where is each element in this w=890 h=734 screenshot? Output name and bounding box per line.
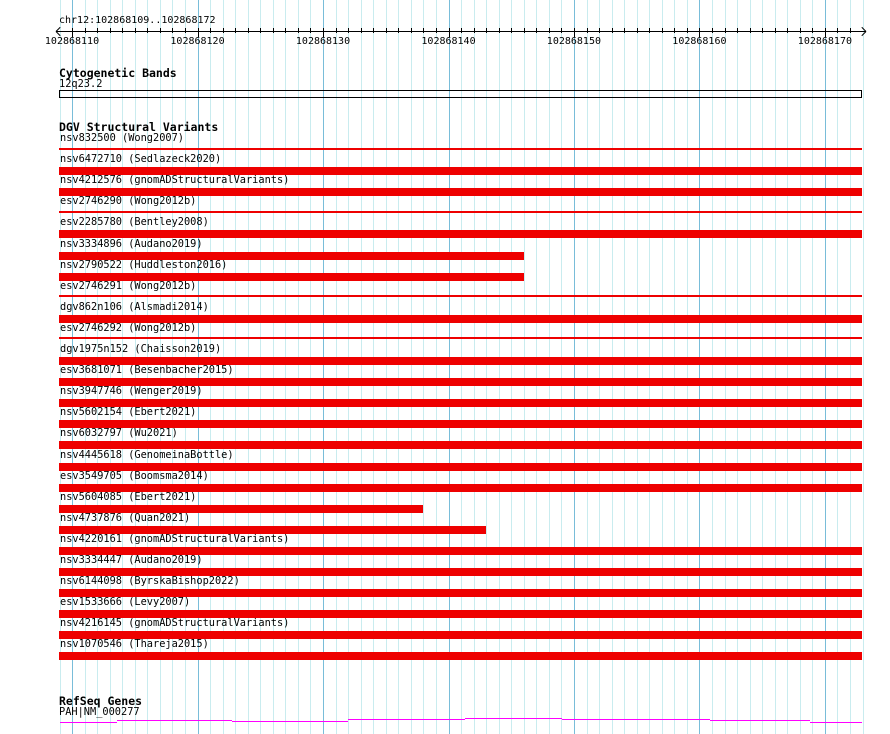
variant-label[interactable]: esv2285780 (Bentley2008) — [60, 216, 209, 229]
grid-line-minor — [850, 0, 851, 734]
gene-line-segment[interactable] — [60, 722, 117, 723]
variant-label[interactable]: esv1533666 (Levy2007) — [60, 596, 191, 609]
ruler-tick-minor — [248, 28, 249, 33]
variant-label[interactable]: nsv4216145 (gnomADStructuralVariants) — [60, 617, 290, 630]
ruler-tick-minor — [298, 28, 299, 33]
grid-line-minor — [398, 0, 399, 734]
gene-line-segment[interactable] — [117, 720, 232, 721]
ruler-tick-minor — [750, 28, 751, 33]
gene-line-segment[interactable] — [810, 722, 862, 723]
variant-line[interactable] — [59, 295, 862, 297]
grid-line-minor — [737, 0, 738, 734]
variant-label[interactable]: nsv4220161 (gnomADStructuralVariants) — [60, 532, 290, 545]
variant-label[interactable]: nsv6144098 (ByrskaBishop2022) — [60, 575, 240, 588]
grid-line-minor — [649, 0, 650, 734]
ruler-tick-minor — [536, 28, 537, 33]
variant-label[interactable]: nsv5602154 (Ebert2021) — [60, 406, 197, 419]
variant-bar[interactable] — [59, 420, 862, 428]
region-title: chr12:102868109..102868172 — [59, 15, 216, 26]
variant-label[interactable]: nsv6472710 (Sedlazeck2020) — [60, 153, 222, 166]
track-header-dgv-structural-variants: DGV Structural Variants — [59, 120, 219, 134]
cytoband-box[interactable] — [59, 90, 862, 98]
ruler-tick-minor — [787, 28, 788, 33]
ruler-tick-minor — [762, 28, 763, 33]
variant-label[interactable]: nsv5604085 (Ebert2021) — [60, 490, 197, 503]
ruler-tick-minor — [436, 28, 437, 33]
grid-line-minor — [524, 0, 525, 734]
ruler-tick-minor — [147, 28, 148, 33]
ruler-tick-minor — [549, 28, 550, 33]
ruler-tick-minor — [499, 28, 500, 33]
ruler-tick-minor — [310, 28, 311, 33]
gene-line-segment[interactable] — [562, 719, 710, 720]
grid-line-major — [323, 0, 324, 734]
ruler-tick-minor — [674, 28, 675, 33]
grid-line-minor — [298, 0, 299, 734]
grid-line-minor — [423, 0, 424, 734]
gene-line-segment[interactable] — [465, 718, 562, 719]
grid-line-minor — [687, 0, 688, 734]
grid-line-major — [699, 0, 700, 734]
grid-line-minor — [411, 0, 412, 734]
ruler-tick-minor — [800, 28, 801, 33]
ruler-tick-minor — [260, 28, 261, 33]
grid-line-minor — [787, 0, 788, 734]
grid-line-minor — [310, 0, 311, 734]
variant-label[interactable]: dgv1975n152 (Chaisson2019) — [60, 343, 222, 355]
grid-line-minor — [637, 0, 638, 734]
grid-line-minor — [837, 0, 838, 734]
grid-line-minor — [461, 0, 462, 734]
cytoband-label[interactable]: 12q23.2 — [59, 78, 103, 90]
grid-line-minor — [486, 0, 487, 734]
grid-line-minor — [775, 0, 776, 734]
grid-line-minor — [587, 0, 588, 734]
ruler-tick-minor — [160, 28, 161, 33]
ruler-tick-minor — [511, 28, 512, 33]
variant-label[interactable]: nsv832500 (Wong2007) — [60, 132, 184, 144]
ruler-tick-minor — [812, 28, 813, 33]
ruler-tick-minor — [110, 28, 111, 33]
ruler-tick-label: 102868120 — [170, 36, 225, 47]
variant-label[interactable]: esv3681071 (Besenbacher2015) — [60, 364, 234, 377]
variant-label[interactable]: esv2746291 (Wong2012b) — [60, 279, 197, 292]
grid-line-minor — [361, 0, 362, 734]
grid-line-minor — [549, 0, 550, 734]
grid-line-minor — [863, 0, 864, 734]
ruler-tick-minor — [612, 28, 613, 33]
grid-line-minor — [348, 0, 349, 734]
ruler-tick-label: 102868170 — [797, 36, 852, 47]
variant-label[interactable]: nsv3334447 (Audano2019) — [60, 554, 203, 566]
ruler-tick-minor — [336, 28, 337, 33]
ruler-tick-minor — [361, 28, 362, 33]
ruler-tick-minor — [725, 28, 726, 33]
grid-line-minor — [474, 0, 475, 734]
ruler-tick-minor — [235, 28, 236, 33]
ruler-tick-minor — [185, 28, 186, 33]
ruler-tick-label: 102868160 — [672, 36, 727, 47]
ruler-tick-minor — [210, 28, 211, 33]
ruler-tick-minor — [474, 28, 475, 33]
ruler-tick-minor — [122, 28, 123, 33]
ruler-tick-minor — [97, 28, 98, 33]
ruler-tick-minor — [85, 28, 86, 33]
variant-label[interactable]: esv2746290 (Wong2012b) — [60, 195, 197, 208]
variant-label[interactable]: esv3549705 (Boomsma2014) — [60, 469, 209, 482]
variant-label[interactable]: esv2746292 (Wong2012b) — [60, 321, 197, 334]
ruler-tick-minor — [561, 28, 562, 33]
ruler-tick-minor — [411, 28, 412, 33]
ruler-tick-minor — [712, 28, 713, 33]
ruler-tick-minor — [223, 28, 224, 33]
grid-line-minor — [800, 0, 801, 734]
grid-line-major — [449, 0, 450, 734]
grid-line-minor — [674, 0, 675, 734]
ruler-tick-minor — [687, 28, 688, 33]
variant-label[interactable]: nsv2790522 (Huddleston2016) — [60, 258, 228, 271]
ruler-tick-minor — [423, 28, 424, 33]
grid-line-minor — [373, 0, 374, 734]
grid-line-minor — [612, 0, 613, 734]
variant-line[interactable] — [59, 337, 862, 339]
grid-line-major — [574, 0, 575, 734]
ruler-tick-label: 102868150 — [546, 36, 601, 47]
variant-label[interactable]: nsv1070546 (Thareja2015) — [60, 638, 209, 651]
grid-line-minor — [499, 0, 500, 734]
grid-line-minor — [725, 0, 726, 734]
grid-line-minor — [336, 0, 337, 734]
track-header-refseq-genes: RefSeq Genes — [59, 694, 143, 708]
variant-line[interactable] — [59, 211, 862, 213]
variant-label[interactable]: nsv4212576 (gnomADStructuralVariants) — [60, 174, 290, 187]
grid-line-minor — [624, 0, 625, 734]
ruler-tick-minor — [775, 28, 776, 33]
grid-line-minor — [436, 0, 437, 734]
variant-label[interactable]: dgv862n106 (Alsmadi2014) — [60, 300, 209, 313]
gene-line-segment[interactable] — [232, 721, 348, 722]
ruler-tick-minor — [348, 28, 349, 33]
gene-line-segment[interactable] — [710, 720, 810, 721]
variant-label[interactable]: nsv4445618 (GenomeinaBottle) — [60, 448, 234, 461]
variant-label[interactable]: nsv3334896 (Audano2019) — [60, 237, 203, 250]
track-header-cytogenetic-bands: Cytogenetic Bands — [59, 66, 177, 80]
ruler-tick-minor — [172, 28, 173, 33]
variant-line[interactable] — [59, 148, 862, 150]
variant-bar[interactable] — [59, 652, 862, 660]
ruler-tick-minor — [850, 28, 851, 33]
ruler-tick-minor — [285, 28, 286, 33]
ruler-tick-minor — [273, 28, 274, 33]
grid-line-minor — [762, 0, 763, 734]
variant-label[interactable]: nsv3947746 (Wenger2019) — [60, 385, 203, 398]
grid-line-minor — [536, 0, 537, 734]
grid-line-minor — [386, 0, 387, 734]
ruler-tick-minor — [386, 28, 387, 33]
ruler-tick-minor — [662, 28, 663, 33]
ruler-tick-minor — [461, 28, 462, 33]
ruler-tick-minor — [587, 28, 588, 33]
grid-line-minor — [812, 0, 813, 734]
variant-label[interactable]: nsv4737876 (Quan2021) — [60, 511, 191, 524]
variant-label[interactable]: nsv6032797 (Wu2021) — [60, 427, 178, 440]
ruler-tick-minor — [624, 28, 625, 33]
gene-label[interactable]: PAH|NM_000277 — [59, 706, 140, 718]
ruler-tick-label: 102868130 — [295, 36, 351, 47]
grid-line-minor — [599, 0, 600, 734]
ruler-tick-minor — [524, 28, 525, 33]
ruler-tick-minor — [373, 28, 374, 33]
ruler-tick-minor — [135, 28, 136, 33]
grid-line-minor — [511, 0, 512, 734]
grid-line-major — [825, 0, 826, 734]
ruler-tick-minor — [837, 28, 838, 33]
coordinate-ruler — [0, 0, 890, 50]
grid-line-minor — [662, 0, 663, 734]
ruler-tick-minor — [637, 28, 638, 33]
gene-line-segment[interactable] — [348, 719, 465, 720]
grid-line-minor — [712, 0, 713, 734]
grid-line-minor — [561, 0, 562, 734]
ruler-tick-minor — [649, 28, 650, 33]
ruler-tick-minor — [398, 28, 399, 33]
grid-line-minor — [750, 0, 751, 734]
ruler-tick-minor — [737, 28, 738, 33]
ruler-tick-label: 102868140 — [421, 36, 476, 47]
ruler-tick-minor — [486, 28, 487, 33]
ruler-tick-minor — [599, 28, 600, 33]
ruler-tick-label: 102868110 — [44, 36, 100, 47]
